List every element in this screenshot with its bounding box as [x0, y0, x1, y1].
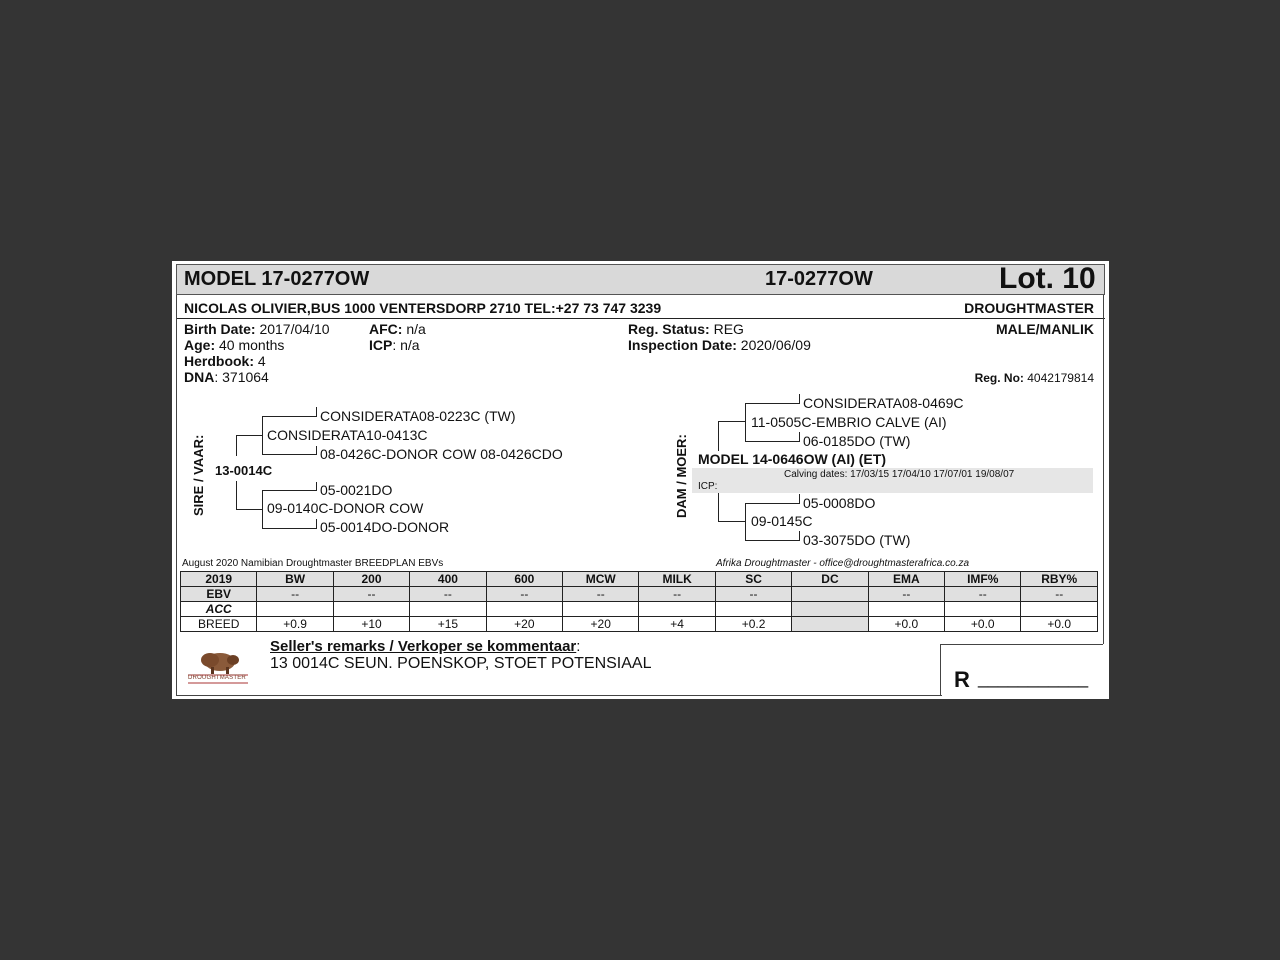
tree-line	[262, 416, 263, 454]
dam-sire: 11-0505C-EMBRIO CALVE (AI)	[751, 414, 947, 430]
table-cell: ACC	[181, 602, 257, 617]
table-cell: --	[639, 587, 715, 602]
table-cell: 400	[410, 572, 486, 587]
tree-line	[316, 519, 317, 529]
lot-card	[172, 261, 1109, 699]
table-cell	[410, 602, 486, 617]
dam-dam-sire: 05-0008DO	[803, 495, 876, 511]
dam-label: DAM / MOER:	[674, 434, 689, 518]
table-cell	[792, 617, 868, 632]
frame-border	[1103, 295, 1104, 644]
table-cell: 2019	[181, 572, 257, 587]
sire-name: 13-0014C	[215, 463, 273, 478]
table-cell: IMF%	[945, 572, 1021, 587]
dam-sire-sire: CONSIDERATA08-0469C	[803, 395, 964, 411]
tree-line	[745, 540, 800, 541]
table-cell: +0.0	[1021, 617, 1098, 632]
reg-status: Reg. Status: REG	[628, 321, 744, 337]
table-cell: +15	[410, 617, 486, 632]
tree-line	[262, 416, 317, 417]
tree-line	[745, 503, 746, 540]
tree-line	[718, 421, 746, 422]
calving-dates: Calving dates: 17/03/15 17/04/10 17/07/01 19/08/07	[784, 469, 1015, 480]
table-cell: +4	[639, 617, 715, 632]
tree-line	[236, 435, 263, 436]
table-cell: --	[1021, 587, 1098, 602]
tree-line	[316, 482, 317, 491]
tree-line	[316, 407, 317, 417]
tree-line	[262, 454, 317, 455]
remarks-text: 13 0014C SEUN. POENSKOP, STOET POTENSIAAL	[270, 655, 652, 672]
tree-line	[236, 435, 237, 456]
sire-sire: CONSIDERATA10-0413C	[267, 427, 428, 443]
sire-dam-sire: 05-0021DO	[320, 482, 393, 498]
table-cell: --	[486, 587, 562, 602]
herdbook: Herdbook: 4	[184, 353, 266, 369]
animal-id: 17-0277OW	[765, 268, 873, 290]
tree-line	[799, 531, 800, 541]
table-cell: --	[715, 587, 791, 602]
table-cell: RBY%	[1021, 572, 1098, 587]
ebv-source: August 2020 Namibian Droughtmaster BREEDPLAN EBVs	[182, 558, 444, 569]
dam-name: MODEL 14-0646OW (AI) (ET)	[698, 451, 886, 467]
icp: ICP: n/a	[369, 337, 420, 353]
tree-line	[236, 481, 237, 509]
table-cell: +0.2	[715, 617, 791, 632]
model-title: MODEL 17-0277OW	[184, 268, 370, 290]
price-currency: R	[954, 667, 970, 692]
tree-line	[745, 403, 800, 404]
frame-border	[176, 295, 177, 696]
sire-sire-dam: 08-0426C-DONOR COW 08-0426CDO	[320, 446, 563, 462]
table-cell	[257, 602, 333, 617]
sire-dam-dam: 05-0014DO-DONOR	[320, 519, 450, 535]
age: Age: 40 months	[184, 337, 285, 353]
tree-line	[718, 421, 719, 451]
tree-line	[236, 509, 263, 510]
table-cell	[639, 602, 715, 617]
table-cell: MCW	[563, 572, 639, 587]
dam-dam: 09-0145C	[751, 513, 813, 529]
afc: AFC: n/a	[369, 321, 426, 337]
inspection-date: Inspection Date: 2020/06/09	[628, 337, 811, 353]
dam-icp: ICP:	[698, 481, 718, 492]
table-cell	[792, 602, 868, 617]
tree-line	[745, 503, 800, 504]
table-cell: --	[410, 587, 486, 602]
table-cell	[1021, 602, 1098, 617]
tree-line	[718, 521, 746, 522]
table-cell: MILK	[639, 572, 715, 587]
table-cell: +10	[333, 617, 409, 632]
table-cell: BREED	[181, 617, 257, 632]
tree-line	[316, 446, 317, 455]
tree-line	[799, 432, 800, 442]
droughtmaster-logo	[186, 648, 250, 684]
table-cell: DC	[792, 572, 868, 587]
price-box-border	[940, 644, 941, 696]
table-cell	[945, 602, 1021, 617]
sire-sire-sire: CONSIDERATA08-0223C (TW)	[320, 408, 516, 424]
table-cell: --	[868, 587, 944, 602]
table-cell: +0.0	[868, 617, 944, 632]
tree-line	[262, 490, 263, 528]
table-cell: --	[257, 587, 333, 602]
table-cell: SC	[715, 572, 791, 587]
divider	[176, 318, 1105, 319]
ebv-contact: Afrika Droughtmaster - office@droughtmasterafrica.co.za	[716, 558, 970, 569]
remarks-title: Seller's remarks / Verkoper se kommentaar:	[270, 638, 581, 655]
tree-line	[718, 493, 719, 521]
table-row	[181, 602, 1098, 617]
table-cell: 200	[333, 572, 409, 587]
table-cell	[563, 602, 639, 617]
table-cell: BW	[257, 572, 333, 587]
owner-line: NICOLAS OLIVIER,BUS 1000 VENTERSDORP 2710 TEL:+27 73 747 3239	[184, 300, 662, 316]
table-cell: --	[333, 587, 409, 602]
table-cell	[486, 602, 562, 617]
price-blank[interactable]: ___________	[978, 668, 1089, 688]
reg-no: Reg. No: 4042179814	[974, 371, 1094, 385]
table-cell	[715, 602, 791, 617]
sire-label: SIRE / VAAR:	[191, 434, 206, 516]
tree-line	[745, 441, 800, 442]
table-cell: EBV	[181, 587, 257, 602]
dam-dam-dam: 03-3075DO (TW)	[803, 532, 911, 548]
logo-text: DROUGHTMASTER	[188, 675, 246, 681]
table-cell	[868, 602, 944, 617]
table-cell: +0.0	[945, 617, 1021, 632]
dam-sire-dam: 06-0185DO (TW)	[803, 433, 911, 449]
frame-border	[176, 695, 942, 696]
table-cell: +0.9	[257, 617, 333, 632]
tree-line	[262, 490, 317, 491]
table-cell: EMA	[868, 572, 944, 587]
table-header-row	[181, 572, 1098, 587]
table-cell	[792, 587, 868, 602]
lot-number: Lot. 10	[999, 262, 1096, 295]
sex: MALE/MANLIK	[996, 321, 1094, 337]
breed-name: DROUGHTMASTER	[964, 300, 1094, 316]
ebv-table	[180, 571, 1098, 632]
sire-dam: 09-0140C-DONOR COW	[267, 500, 424, 516]
dna: DNA: 371064	[184, 369, 269, 385]
tree-line	[262, 528, 317, 529]
table-cell: 600	[486, 572, 562, 587]
tree-line	[799, 394, 800, 404]
table-cell: --	[563, 587, 639, 602]
price-box-border	[940, 644, 1103, 645]
birth-date: Birth Date: 2017/04/10	[184, 321, 330, 337]
table-row	[181, 587, 1098, 602]
tree-line	[745, 403, 746, 441]
tree-line	[799, 494, 800, 504]
table-cell: +20	[563, 617, 639, 632]
table-cell: --	[945, 587, 1021, 602]
table-row	[181, 617, 1098, 632]
table-cell: +20	[486, 617, 562, 632]
table-cell	[333, 602, 409, 617]
